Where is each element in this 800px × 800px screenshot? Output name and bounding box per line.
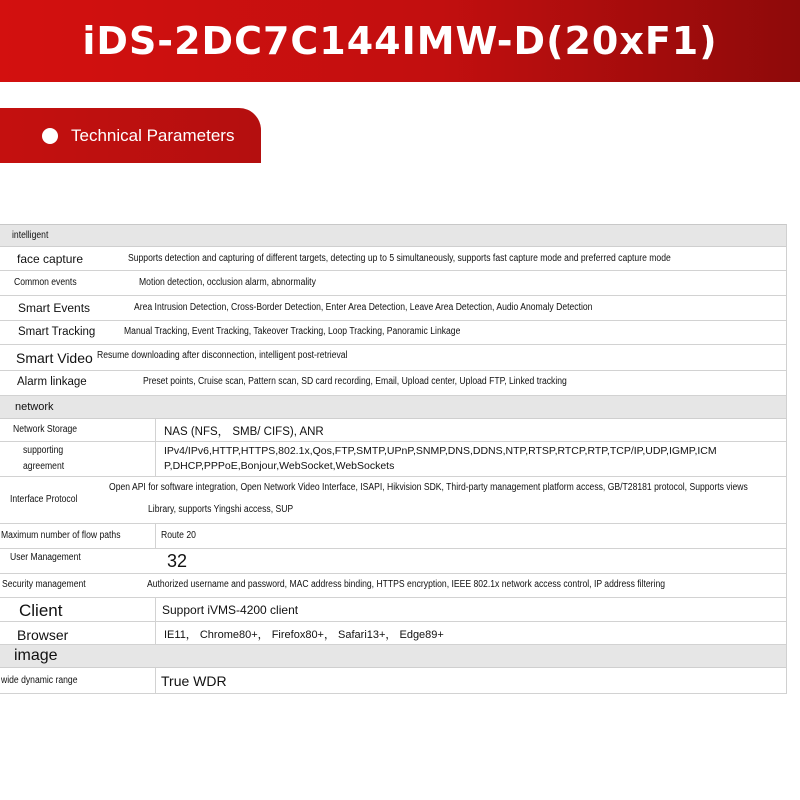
spec-label: Common events: [14, 277, 77, 288]
spec-row-smart-tracking: [0, 321, 786, 345]
section-tab: [0, 108, 261, 163]
spec-value: Motion detection, occlusion alarm, abnormality: [139, 277, 316, 288]
spec-label: Interface Protocol: [10, 494, 78, 505]
spec-row-supporting-agreement: [0, 442, 786, 477]
spec-value: 32: [167, 551, 188, 571]
spec-row-smart-events: [0, 296, 786, 321]
column-divider: [155, 668, 156, 693]
spec-value: Supports detection and capturing of different targets, detecting up to 5 simultaneously, supports fast capture mode and preferred capture mode: [128, 253, 671, 264]
spec-row-common-events: [0, 271, 786, 296]
spec-value-line2: Library, supports Yingshi access, SUP: [148, 504, 294, 515]
spec-row-max-flow-paths: [0, 524, 786, 549]
spec-label-line1: supporting: [23, 445, 64, 456]
spec-label: User Management: [10, 552, 81, 563]
spec-row-smart-video: [0, 345, 786, 371]
spec-row-alarm-linkage: [0, 371, 786, 396]
spec-label: Smart Events: [18, 301, 91, 315]
spec-label-line2: agreement: [23, 461, 65, 472]
spec-row-security-management: [0, 574, 786, 598]
spec-label: Client: [19, 601, 63, 620]
spec-value: Route 20: [161, 530, 196, 541]
category-label: network: [15, 401, 54, 413]
spec-row-browser: [0, 622, 786, 645]
spec-value: Manual Tracking, Event Tracking, Takeover Tracking, Loop Tracking, Panoramic Linkage: [124, 326, 461, 337]
title-banner: [0, 0, 800, 82]
spec-value: NAS (NFS， SMB/ CIFS), ANR: [164, 426, 324, 438]
spec-row-face-capture: [0, 247, 786, 271]
category-label: intelligent: [12, 230, 49, 241]
spec-label: Network Storage: [13, 424, 78, 435]
spec-label: Smart Video: [16, 350, 93, 366]
spec-value: Area Intrusion Detection, Cross-Border Detection, Enter Area Detection, Leave Area Detection, Audio Anomaly Detection: [134, 302, 593, 313]
spec-value-line2: P,DHCP,PPPoE,Bonjour,WebSocket,WebSockets: [164, 460, 395, 472]
spec-label: Security management: [2, 579, 86, 590]
category-label: image: [14, 647, 58, 664]
spec-value: True WDR: [161, 673, 227, 689]
spec-row-interface-protocol: [0, 477, 786, 524]
spec-value: IE11， Chrome80+， Firefox80+， Safari13+， Edge89+: [164, 629, 444, 641]
spec-label: face capture: [17, 252, 84, 266]
category-image: [0, 645, 786, 668]
spec-value: Preset points, Cruise scan, Pattern scan, SD card recording, Email, Upload center, Upload FTP, Linked tracking: [143, 376, 567, 387]
spec-value-line1: IPv4/IPv6,HTTP,HTTPS,802.1x,Qos,FTP,SMTP,UPnP,SNMP,DNS,DDNS,NTP,RTSP,RTCP,RTP,TCP/IP,UDP,IGMP,ICM: [164, 445, 717, 457]
spec-value: Authorized username and password, MAC address binding, HTTPS encryption, IEEE 802.1x network access control, IP address filtering: [147, 579, 666, 590]
spec-value-line1: Open API for software integration, Open Network Video Interface, ISAPI, Hikvision SDK, Third-party management platform access, GB/T28181 protocol, Supports views: [109, 482, 748, 493]
column-divider: [155, 442, 156, 476]
spec-value: Support iVMS-4200 client: [162, 603, 299, 617]
spec-value: Resume downloading after disconnection, intelligent post-retrieval: [97, 350, 348, 361]
column-divider: [155, 622, 156, 644]
spec-label: Smart Tracking: [18, 326, 96, 338]
spec-table: [0, 224, 787, 694]
category-network: [0, 396, 786, 419]
spec-row-wdr: [0, 668, 786, 694]
spec-row-network-storage: [0, 419, 786, 442]
bullet-dot-icon: [42, 128, 58, 144]
section-title: Technical Parameters: [71, 125, 235, 145]
spec-label: wide dynamic range: [1, 675, 78, 686]
column-divider: [155, 598, 156, 621]
spec-row-user-management: [0, 549, 786, 574]
product-model-title: iDS-2DC7C144IMW-D(20xF1): [82, 19, 718, 63]
column-divider: [155, 419, 156, 441]
spec-label: Browser: [17, 627, 69, 643]
spec-label: Maximum number of flow paths: [1, 530, 121, 541]
column-divider: [155, 524, 156, 548]
category-intelligent: [0, 225, 786, 247]
spec-row-client: [0, 598, 786, 622]
spec-label: Alarm linkage: [17, 376, 87, 388]
